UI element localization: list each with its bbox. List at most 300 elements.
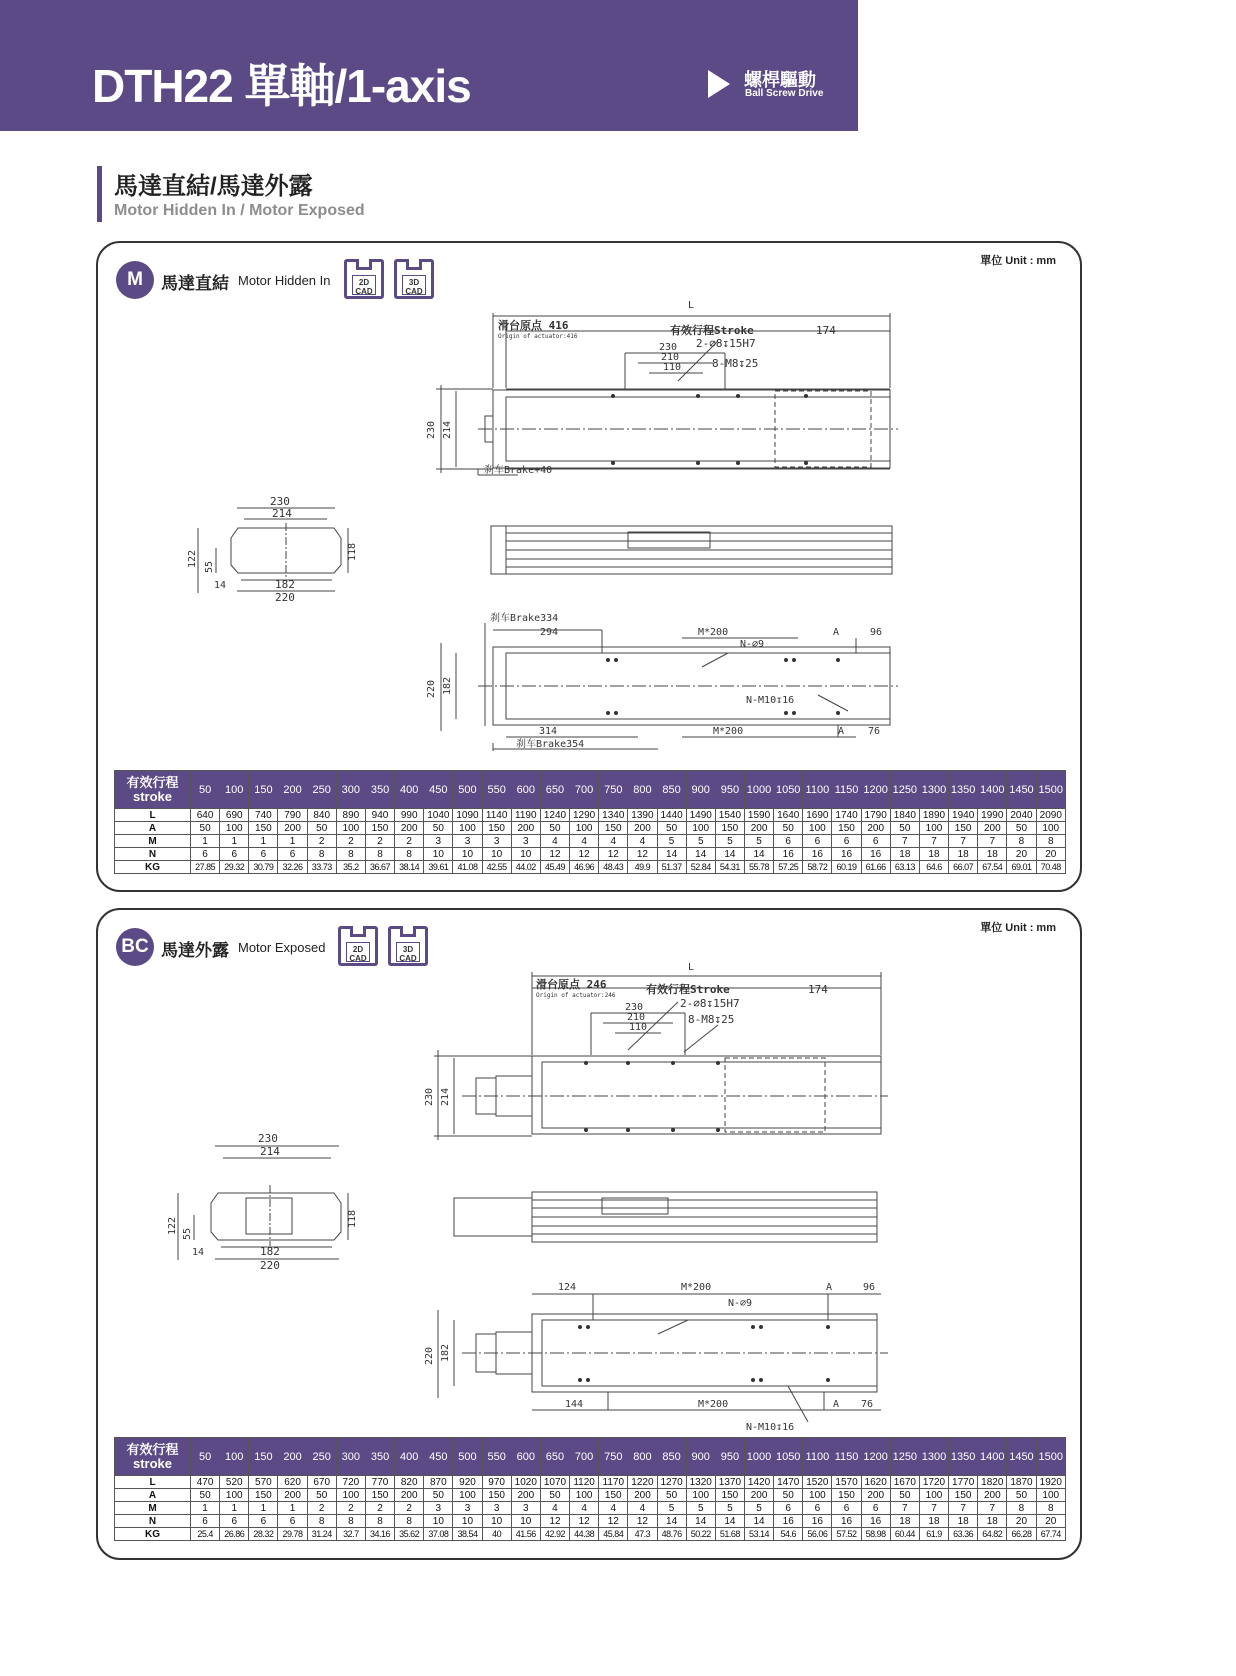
dim-a-top: A: [826, 1282, 833, 1293]
table-cell: 50: [657, 822, 686, 835]
table-cell: 5: [657, 835, 686, 848]
table-cell: 7: [949, 835, 978, 848]
table-cell: 16: [803, 848, 832, 861]
table-cell: 200: [395, 1489, 424, 1502]
table-cell: 770: [365, 1476, 394, 1489]
table-cell: 50: [424, 1489, 453, 1502]
table-cell: 41.56: [511, 1528, 540, 1541]
table-cell: 70.48: [1036, 861, 1065, 874]
table-cell: 640: [191, 809, 220, 822]
table-cell: 10: [453, 848, 482, 861]
table-cell: 990: [395, 809, 424, 822]
table-cell: 2: [395, 835, 424, 848]
table-cell: 670: [307, 1476, 336, 1489]
dim-l: L: [688, 962, 695, 973]
table-cell: 1440: [657, 809, 686, 822]
table-cell: 50: [774, 822, 803, 835]
page-title: [92, 50, 471, 116]
table-cell: 48.43: [599, 861, 628, 874]
stroke-header-cell: 1400: [978, 771, 1007, 809]
table-cell: 100: [803, 822, 832, 835]
table-cell: 150: [949, 1489, 978, 1502]
table-cell: 520: [220, 1476, 249, 1489]
stroke-header-cell: 850: [657, 1438, 686, 1476]
stroke-header-cell: 1150: [832, 771, 861, 809]
table-cell: 100: [220, 822, 249, 835]
table-cell: 54.31: [715, 861, 744, 874]
table-cell: 6: [774, 835, 803, 848]
section-title-en: Motor Hidden In / Motor Exposed: [114, 202, 365, 219]
table-cell: 3: [511, 835, 540, 848]
model-name: DTH22: [92, 60, 233, 112]
table-cell: 10: [511, 848, 540, 861]
table-cell: 6: [278, 848, 307, 861]
table-cell: 12: [540, 848, 569, 861]
table-cell: 6: [249, 1515, 278, 1528]
table-cell: 8: [336, 848, 365, 861]
table-cell: 12: [599, 1515, 628, 1528]
table-cell: 940: [365, 809, 394, 822]
table-cell: 39.61: [424, 861, 453, 874]
dim-l: L: [688, 300, 695, 311]
table-cell: 51.68: [715, 1528, 744, 1541]
table-cell: 150: [715, 1489, 744, 1502]
stroke-header-cell: 400: [395, 771, 424, 809]
tap-spec: 8-M8↧25: [712, 357, 759, 370]
stroke-header-cell: 700: [570, 1438, 599, 1476]
row-label: L: [115, 1476, 191, 1489]
stroke-header-cell: 1000: [744, 1438, 773, 1476]
table-cell: 1020: [511, 1476, 540, 1489]
pin-spec: 2-⌀8↧15H7: [680, 997, 740, 1010]
dim-a-top: A: [833, 627, 840, 638]
table-cell: 14: [686, 1515, 715, 1528]
stroke-header-cell: 150: [249, 771, 278, 809]
table-cell: 2: [336, 1502, 365, 1515]
unit-label: 單位 Unit : mm: [980, 255, 1056, 267]
table-cell: 16: [832, 848, 861, 861]
dim-96: 96: [863, 1282, 876, 1293]
table-cell: 47.3: [628, 1528, 657, 1541]
table-row: [115, 835, 1066, 848]
table-cell: 6: [278, 1515, 307, 1528]
table-cell: 30.79: [249, 861, 278, 874]
stroke-header-cell: 1350: [949, 1438, 978, 1476]
brake-334: 刹车Brake334: [490, 613, 559, 624]
table-cell: 5: [715, 835, 744, 848]
header-band: [0, 0, 858, 131]
table-cell: 1670: [890, 1476, 919, 1489]
table-cell: 50: [307, 1489, 336, 1502]
table-cell: 1240: [540, 809, 569, 822]
table-cell: 100: [453, 822, 482, 835]
table-cell: 35.2: [336, 861, 365, 874]
table-cell: 150: [715, 822, 744, 835]
table-cell: 8: [365, 848, 394, 861]
table-cell: 50: [191, 822, 220, 835]
origin-zh: 滑台原点 246: [536, 978, 607, 991]
table-cell: 3: [482, 1502, 511, 1515]
stroke-header-cell: 450: [424, 1438, 453, 1476]
table-cell: 69.01: [1007, 861, 1036, 874]
panel-title-zh: 馬達直結: [161, 274, 229, 293]
table-cell: 4: [628, 835, 657, 848]
dim-110: 110: [629, 1022, 648, 1033]
table-cell: 740: [249, 809, 278, 822]
table-cell: 7: [890, 835, 919, 848]
table-cell: 1: [278, 1502, 307, 1515]
badge-bc: BC: [116, 928, 154, 966]
table-cell: 8: [1036, 835, 1065, 848]
table-cell: 1: [249, 835, 278, 848]
stroke-label: 有效行程Stroke: [646, 983, 730, 996]
table-cell: 1690: [803, 809, 832, 822]
table-cell: 2090: [1036, 809, 1065, 822]
dim-h182: 182: [440, 1343, 451, 1362]
sec-dim-182: 182: [275, 578, 295, 591]
dim-210: 210: [661, 352, 680, 363]
table-cell: 60.19: [832, 861, 861, 874]
table-cell: 100: [1036, 1489, 1065, 1502]
table-cell: 14: [657, 1515, 686, 1528]
table-cell: 20: [1007, 848, 1036, 861]
stroke-header-cell: 450: [424, 771, 453, 809]
table-cell: 34.16: [365, 1528, 394, 1541]
cad-2d-download-button[interactable]: 2D CAD: [338, 926, 378, 966]
row-label: M: [115, 1502, 191, 1515]
stroke-header-cell: 1050: [774, 771, 803, 809]
sec-dim-220: 220: [275, 591, 295, 604]
row-label: KG: [115, 861, 191, 874]
stroke-header-cell: 300: [336, 1438, 365, 1476]
table-cell: 14: [744, 848, 773, 861]
sec-dim-118: 118: [347, 1209, 358, 1228]
table-cell: 29.32: [220, 861, 249, 874]
table-cell: 1320: [686, 1476, 715, 1489]
table-cell: 5: [744, 1502, 773, 1515]
origin-en: Origin of actuator:246: [536, 992, 616, 999]
table-cell: 50: [890, 822, 919, 835]
table-cell: 6: [774, 1502, 803, 1515]
table-cell: 18: [978, 848, 1007, 861]
table-cell: 66.07: [949, 861, 978, 874]
axis-zh: 單軸: [244, 60, 335, 112]
table-cell: 44.38: [570, 1528, 599, 1541]
table-cell: 10: [511, 1515, 540, 1528]
hole-n9: N-⌀9: [728, 1298, 753, 1309]
stroke-header-cell: 550: [482, 1438, 511, 1476]
sec-dim-214: 214: [272, 507, 292, 520]
table-cell: 37.08: [424, 1528, 453, 1541]
table-cell: 35.62: [395, 1528, 424, 1541]
dim-210: 210: [627, 1012, 646, 1023]
dim-76: 76: [861, 1399, 874, 1410]
table-cell: 1490: [686, 809, 715, 822]
table-cell: 50: [307, 822, 336, 835]
stroke-header-cell: 400: [395, 1438, 424, 1476]
table-cell: 7: [919, 1502, 948, 1515]
dim-m200-top: M*200: [698, 627, 729, 638]
table-cell: 150: [832, 822, 861, 835]
stroke-header-cell: 100: [220, 1438, 249, 1476]
stroke-header-cell: 750: [599, 1438, 628, 1476]
dim-a-bot: A: [833, 1399, 840, 1410]
table-cell: 44.02: [511, 861, 540, 874]
table-cell: 200: [861, 822, 890, 835]
table-cell: 41.08: [453, 861, 482, 874]
cad-3d-download-button[interactable]: 3D CAD: [394, 259, 434, 299]
drive-type-zh: 螺桿驅動: [744, 70, 816, 90]
row-label: A: [115, 1489, 191, 1502]
table-cell: 20: [1036, 848, 1065, 861]
table-cell: 6: [191, 1515, 220, 1528]
table-cell: 150: [832, 1489, 861, 1502]
table-cell: 4: [599, 835, 628, 848]
table-cell: 14: [715, 1515, 744, 1528]
table-cell: 40: [482, 1528, 511, 1541]
table-cell: 1170: [599, 1476, 628, 1489]
table-cell: 200: [511, 1489, 540, 1502]
table-cell: 200: [511, 822, 540, 835]
sec-dim-230: 230: [270, 495, 290, 508]
stroke-header-cell: 50: [191, 771, 220, 809]
table-cell: 63.36: [949, 1528, 978, 1541]
table-cell: 1820: [978, 1476, 1007, 1489]
table-cell: 50: [890, 1489, 919, 1502]
table-cell: 20: [1007, 1515, 1036, 1528]
table-cell: 18: [919, 1515, 948, 1528]
table-cell: 1470: [774, 1476, 803, 1489]
table-cell: 1920: [1036, 1476, 1065, 1489]
table-cell: 42.92: [540, 1528, 569, 1541]
table-cell: 52.84: [686, 861, 715, 874]
table-cell: 12: [628, 1515, 657, 1528]
table-cell: 4: [540, 1502, 569, 1515]
table-header-row: [115, 771, 1066, 809]
stroke-header-cell: 200: [278, 1438, 307, 1476]
table-cell: 1140: [482, 809, 511, 822]
table-cell: 1340: [599, 809, 628, 822]
table-cell: 16: [861, 848, 890, 861]
dim-144: 144: [565, 1399, 584, 1410]
stroke-header-cell: 600: [511, 771, 540, 809]
table-cell: 36.67: [365, 861, 394, 874]
origin-zh: 滑台原点 416: [498, 319, 569, 332]
stroke-header-cell: 350: [365, 1438, 394, 1476]
table-cell: 100: [919, 822, 948, 835]
table-cell: 10: [424, 1515, 453, 1528]
table-cell: 4: [540, 835, 569, 848]
table-cell: 7: [949, 1502, 978, 1515]
stroke-header-cell: 950: [715, 771, 744, 809]
stroke-header-cell: 550: [482, 771, 511, 809]
table-cell: 100: [336, 822, 365, 835]
section-accent-bar: [97, 166, 102, 222]
table-cell: 100: [570, 822, 599, 835]
stroke-header-cell: 1050: [774, 1438, 803, 1476]
stroke-header-cell: 500: [453, 771, 482, 809]
table-cell: 2: [395, 1502, 424, 1515]
table-cell: 4: [628, 1502, 657, 1515]
table-cell: 720: [336, 1476, 365, 1489]
sec-dim-118: 118: [347, 542, 358, 561]
table-cell: 1840: [890, 809, 919, 822]
section-view-profile: [211, 1193, 341, 1240]
table-cell: 6: [832, 835, 861, 848]
table-cell: 150: [249, 1489, 278, 1502]
sec-dim-55: 55: [204, 560, 215, 573]
table-cell: 16: [861, 1515, 890, 1528]
table-cell: 1370: [715, 1476, 744, 1489]
table-cell: 870: [424, 1476, 453, 1489]
dim-h214: 214: [440, 1087, 451, 1106]
table-cell: 100: [803, 1489, 832, 1502]
table-cell: 7: [890, 1502, 919, 1515]
table-cell: 8: [395, 1515, 424, 1528]
table-cell: 50: [191, 1489, 220, 1502]
stroke-header-cell: 500: [453, 1438, 482, 1476]
table-cell: 200: [744, 1489, 773, 1502]
axis-en: /1-axis: [334, 60, 471, 112]
table-cell: 150: [599, 822, 628, 835]
table-cell: 8: [336, 1515, 365, 1528]
stroke-header-cell: 100: [220, 771, 249, 809]
spec-table-motor-exposed: [114, 1437, 1066, 1541]
table-cell: 12: [628, 848, 657, 861]
table-row: [115, 1515, 1066, 1528]
dim-110: 110: [663, 362, 682, 373]
table-cell: 1: [191, 1502, 220, 1515]
drive-type-en: Ball Screw Drive: [745, 88, 824, 99]
stroke-header-cell: 350: [365, 771, 394, 809]
table-cell: 100: [453, 1489, 482, 1502]
cad-2d-download-button[interactable]: 2D CAD: [344, 259, 384, 299]
badge-m: M: [116, 261, 154, 299]
table-row: [115, 822, 1066, 835]
dim-m200-bot: M*200: [713, 726, 744, 737]
dim-174: 174: [816, 324, 836, 337]
stroke-header-cell: 250: [307, 1438, 336, 1476]
row-label: KG: [115, 1528, 191, 1541]
table-cell: 33.73: [307, 861, 336, 874]
table-cell: 1620: [861, 1476, 890, 1489]
table-row: [115, 1489, 1066, 1502]
table-cell: 7: [919, 835, 948, 848]
table-cell: 7: [978, 835, 1007, 848]
table-cell: 8: [307, 848, 336, 861]
table-cell: 67.74: [1036, 1528, 1065, 1541]
table-cell: 16: [832, 1515, 861, 1528]
table-cell: 14: [686, 848, 715, 861]
stroke-header-cell: 1400: [978, 1438, 1007, 1476]
dim-h182: 182: [442, 676, 453, 695]
table-cell: 200: [278, 822, 307, 835]
stroke-header-cell: 1350: [949, 771, 978, 809]
dim-m200-top: M*200: [681, 1282, 712, 1293]
table-cell: 1390: [628, 809, 657, 822]
table-cell: 50: [774, 1489, 803, 1502]
table-cell: 3: [511, 1502, 540, 1515]
cad-3d-download-button[interactable]: 3D CAD: [388, 926, 428, 966]
dim-h230: 230: [424, 1087, 435, 1106]
table-cell: 820: [395, 1476, 424, 1489]
dim-124: 124: [558, 1282, 577, 1293]
stroke-header-cell: 1000: [744, 771, 773, 809]
table-row: [115, 848, 1066, 861]
table-cell: 1: [249, 1502, 278, 1515]
table-cell: 6: [832, 1502, 861, 1515]
panel-motor-hidden: [96, 241, 1082, 892]
table-cell: 690: [220, 809, 249, 822]
table-cell: 4: [599, 1502, 628, 1515]
table-cell: 840: [307, 809, 336, 822]
table-cell: 18: [978, 1515, 1007, 1528]
table-cell: 100: [220, 1489, 249, 1502]
table-cell: 4: [570, 1502, 599, 1515]
table-cell: 200: [744, 822, 773, 835]
table-cell: 14: [715, 848, 744, 861]
panel-title-zh: 馬達外露: [161, 941, 229, 960]
sec-dim-182: 182: [260, 1245, 280, 1258]
row-label: N: [115, 1515, 191, 1528]
table-cell: 1740: [832, 809, 861, 822]
table-cell: 1040: [424, 809, 453, 822]
stroke-header-cell: 1300: [919, 771, 948, 809]
stroke-header-cell: 250: [307, 771, 336, 809]
table-cell: 58.72: [803, 861, 832, 874]
table-cell: 200: [978, 822, 1007, 835]
sec-dim-220: 220: [260, 1259, 280, 1272]
table-cell: 27.85: [191, 861, 220, 874]
stroke-header-cell: 850: [657, 771, 686, 809]
table-cell: 3: [453, 835, 482, 848]
table-cell: 150: [949, 822, 978, 835]
table-cell: 100: [919, 1489, 948, 1502]
stroke-header-cell: 200: [278, 771, 307, 809]
table-header-row: [115, 1438, 1066, 1476]
table-cell: 790: [278, 809, 307, 822]
table-cell: 67.54: [978, 861, 1007, 874]
table-cell: 16: [774, 1515, 803, 1528]
table-cell: 48.76: [657, 1528, 686, 1541]
table-cell: 42.55: [482, 861, 511, 874]
stroke-header-cell: 650: [540, 771, 569, 809]
table-cell: 3: [453, 1502, 482, 1515]
table-cell: 5: [715, 1502, 744, 1515]
stroke-header-cell: 1500: [1036, 771, 1065, 809]
dim-314: 314: [539, 726, 558, 737]
table-cell: 1420: [744, 1476, 773, 1489]
table-cell: 8: [307, 1515, 336, 1528]
table-cell: 2: [307, 835, 336, 848]
stroke-header-cell: 1450: [1007, 1438, 1036, 1476]
table-row: [115, 1502, 1066, 1515]
table-cell: 12: [570, 848, 599, 861]
table-cell: 890: [336, 809, 365, 822]
table-cell: 6: [803, 1502, 832, 1515]
table-cell: 8: [1007, 835, 1036, 848]
stroke-header-cell: 600: [511, 1438, 540, 1476]
table-cell: 6: [220, 848, 249, 861]
table-cell: 100: [686, 822, 715, 835]
table-cell: 150: [249, 822, 278, 835]
table-cell: 5: [686, 1502, 715, 1515]
table-cell: 1: [220, 835, 249, 848]
table-row: [115, 861, 1066, 874]
stroke-header-cell: 1450: [1007, 771, 1036, 809]
table-cell: 150: [599, 1489, 628, 1502]
table-cell: 150: [365, 822, 394, 835]
